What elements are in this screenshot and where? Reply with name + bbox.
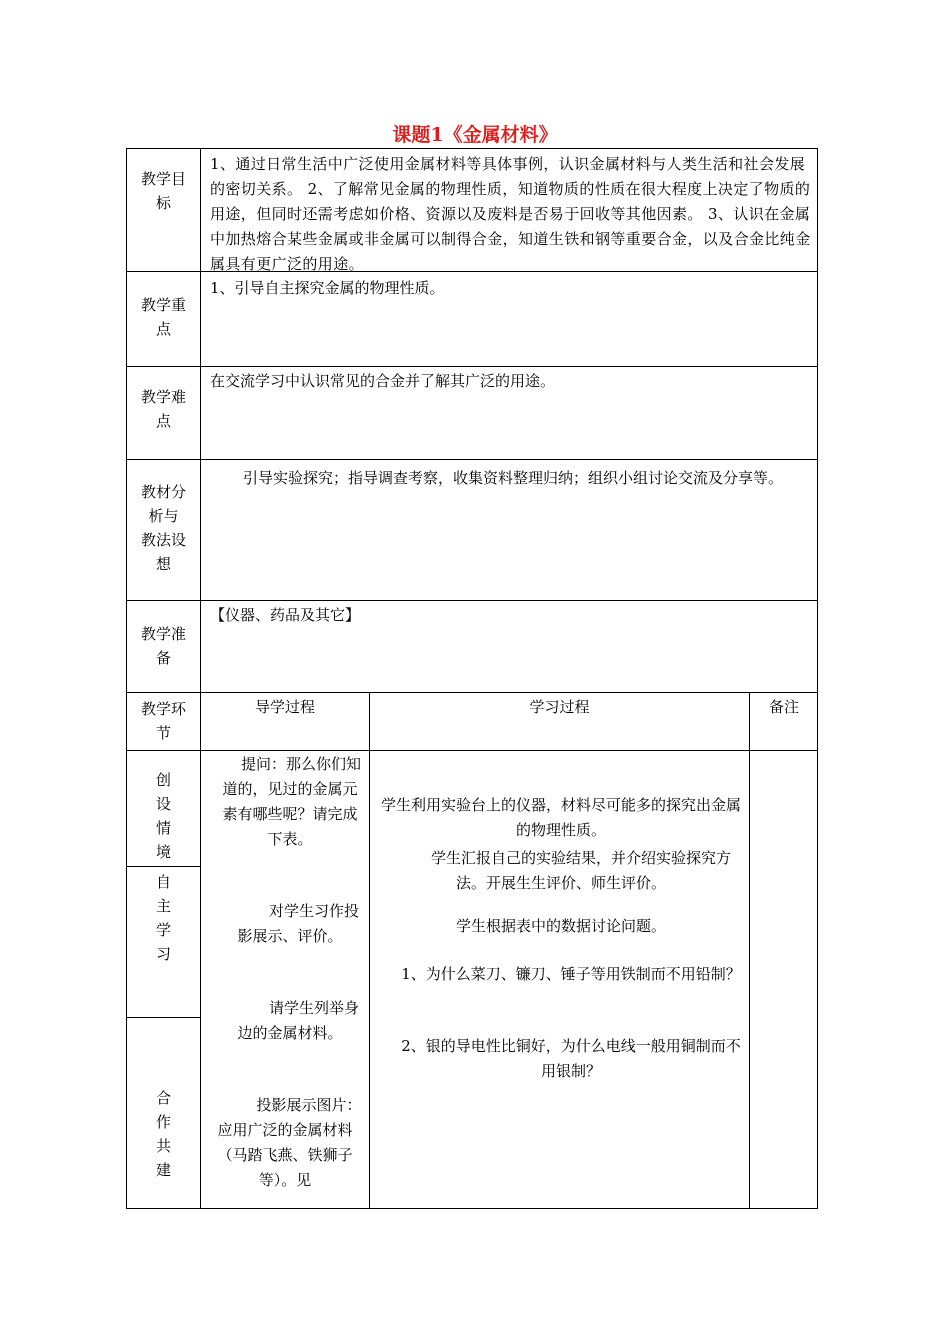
row-divider [126,459,818,460]
stage-cooperation: 合 作 共 建 [155,1089,171,1179]
stage-self-study: 自 主 学 习 [155,873,171,963]
row-divider [126,366,818,367]
column-divider [369,692,370,1209]
study-para-1: 学生利用实验台上的仪器，材料尽可能多的探究出金属的物理性质。 [380,796,741,839]
key-points-content: 1、引导自主探究金属的物理性质。 [210,279,445,297]
analysis-content: 引导实验探究；指导调查考察，收集资料整理归纳；组织小组讨论交流及分享等。 [243,469,784,487]
study-para-5: 2、银的导电性比铜好，为什么电线一般用铜制而不用银制？ [401,1037,741,1080]
guide-header: 导学过程 [254,698,315,716]
row-divider [126,692,818,693]
preparation-content: 【仪器、药品及其它】 [210,606,361,624]
column-divider [749,692,750,1209]
guide-block-3: 请学生列举身边的金属材料。 [237,999,359,1042]
difficulties-label: 教学难 点 [140,388,186,430]
key-points-label: 教学重 点 [140,296,186,338]
row-divider [126,750,818,751]
guide-block-2: 对学生习作投影展示、评价。 [237,902,359,945]
stage-create: 创 设 情 境 [155,771,171,861]
stage-divider [126,866,200,867]
goals-label: 教学目 标 [140,170,186,212]
goals-content: 1、通过日常生活中广泛使用金属材料等具体事例，认识金属材料与人类生活和社会发展的密切关系。 2、了解常见金属的物理性质，知道物质的性质在很大程度上决定了物质的用途，但同时还需考虑如价格、资源以及废料是否易于回收等其他因素。 3、认识在金属中加热熔合某些金属或非金属可以制得合金，知道生铁和钢等重要合金，以及合金比纯金属具有更广泛的用途。 [210,155,811,273]
guide-block-1: 提问：那么你们知道的，见过的金属元素有哪些呢？请完成下表。 [222,755,361,848]
study-para-3: 学生根据表中的数据讨论问题。 [455,917,666,935]
preparation-label: 教学准 备 [140,625,186,667]
study-para-2: 学生汇报自己的实验结果，并介绍实验探究方法。开展生生评价、师生评价。 [430,849,731,892]
row-divider [126,600,818,601]
column-divider [200,148,201,1209]
difficulties-content: 在交流学习中认识常见的合金并了解其广泛的用途。 [210,372,556,390]
stage-divider [126,1017,200,1018]
analysis-label: 教材分 析与 教法设 想 [140,483,186,573]
study-para-4: 1、为什么菜刀、镰刀、锤子等用铁制而不用铅制？ [401,965,741,983]
page-title: 课题1《金属材料》 [392,124,558,146]
note-header: 备注 [768,698,799,716]
guide-block-4: 投影展示图片：应用广泛的金属材料（马踏飞燕、铁狮子等）。见 [217,1096,362,1189]
study-header: 学习过程 [529,698,590,716]
stage-header: 教学环 节 [140,700,186,742]
